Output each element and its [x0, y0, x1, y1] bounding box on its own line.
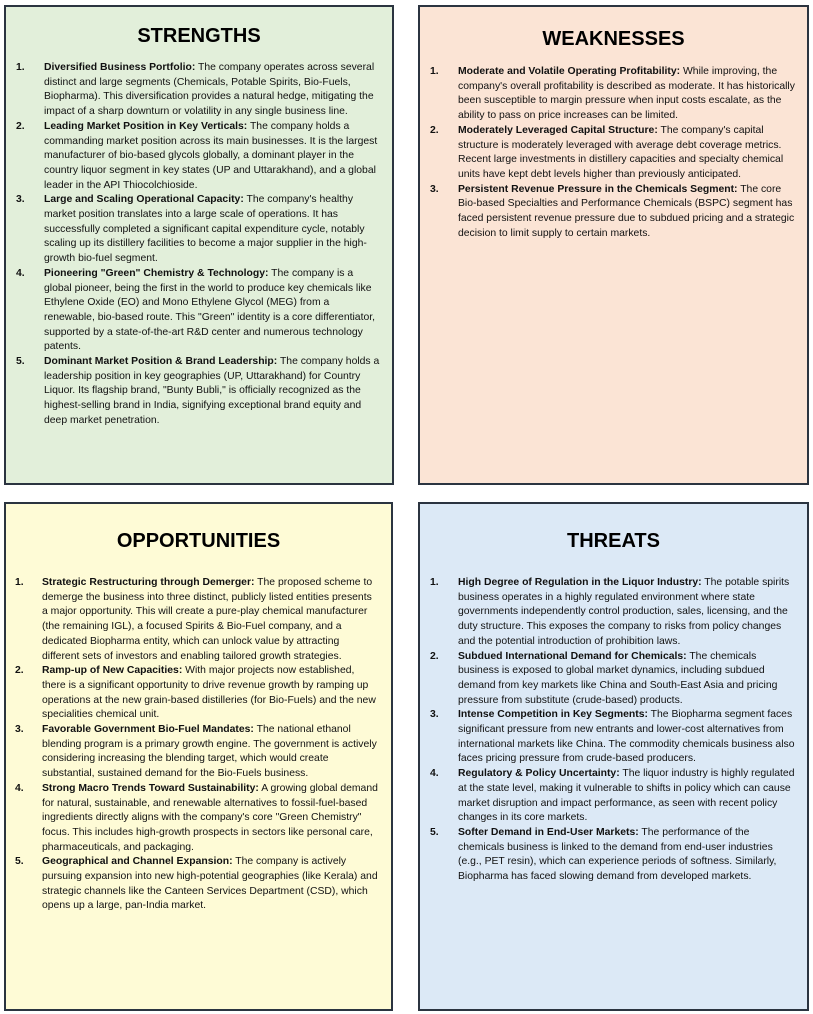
- item-text: The company holds a commanding market position across its main businesses. It is the largest manufacturer of bio-based glycols globally, a dominant player in the country liquor segment in key states (UP and Uttarakhand), and a global leader in the API Thiocolchioside.: [44, 120, 378, 191]
- item-heading: Strong Macro Trends Toward Sustainability:: [42, 782, 259, 794]
- item-text: The performance of the chemicals business is linked to the demand from end-user industries (e.g., PET resin), which can experience periods of softness. Similarly, Biopharma has faced slowing demand from developed markets.: [458, 826, 777, 883]
- item-text: The company is a global pioneer, being the first in the world to produce key chemicals like Ethylene Oxide (EO) and Mono Ethylene Glycol (MEG) from a renewable, bio-based route. This "Green" identity is a core differentiator, supported by a state-of-the-art R&D center and numerous technology patents.: [44, 267, 376, 353]
- list-item: [14, 61, 380, 120]
- item-number: 1.: [15, 577, 24, 588]
- list-item: [14, 267, 380, 355]
- list-item: [428, 65, 795, 124]
- item-text: The liquor industry is highly regulated at the state level, making it vulnerable to shifts in policy which can cause market disruption and impact performance, as seen with recent policy changes in its core markets.: [458, 768, 795, 824]
- item-heading: Dominant Market Position & Brand Leadership:: [44, 356, 278, 368]
- item-heading: Persistent Revenue Pressure in the Chemicals Segment:: [458, 183, 738, 195]
- item-text: The company is actively pursuing expansion into new high-potential geographies (like Kerala) and strategic channels like the Canteen Services Department (CSD), which opens up a large, pan-India market.: [42, 856, 378, 912]
- list-item: [13, 723, 379, 782]
- strengths-quadrant: [4, 5, 394, 485]
- threats-quadrant: [418, 502, 809, 1011]
- list-item: [13, 782, 379, 856]
- list-item: [428, 576, 795, 650]
- list-item: [428, 124, 795, 183]
- item-heading: Leading Market Position in Key Verticals:: [44, 120, 248, 132]
- item-text: The proposed scheme to demerge the business into three distinct, publicly listed entities presents a major opportunity. This will create a pure-play chemical manufacturer (the remaining IGL), a focused Spirits & Bio-Fuel company, and a dedicated Biopharma entity, which can unlock value by attracting different sets of investors and enabling tailored growth strategies.: [42, 577, 373, 662]
- item-text: While improving, the company's overall profitability is described as moderate. It has historically been susceptible to margin pressure when input costs escalate, as the ability to pass on price increases can be limited.: [458, 66, 795, 122]
- item-heading: Strategic Restructuring through Demerger:: [42, 577, 255, 588]
- list-item: [428, 183, 795, 242]
- item-heading: High Degree of Regulation in the Liquor Industry:: [458, 577, 702, 588]
- item-text: The company operates across several distinct and large segments (Chemicals, Potable Spirits, Bio-Fuels, Biopharma). This diversification provides a natural hedge, mitigating the impact of a sharp downturn or volatility in any single business line.: [44, 62, 375, 118]
- list-item: [428, 650, 795, 709]
- item-heading: Geographical and Channel Expansion:: [42, 856, 233, 868]
- weaknesses-title: WEAKNESSES: [542, 28, 685, 50]
- item-text: With major projects now established, there is a significant opportunity to drive revenue growth by ramping up operations at the new grain-based distilleries (for Bio-Fuels) and the new specialities chemical unit.: [42, 665, 376, 721]
- item-number: 2.: [16, 120, 25, 132]
- item-text: The Biopharma segment faces significant pressure from new entrants and lower-cost alternatives from international markets like China. The commodity chemicals business also faces pricing pressure from crude-based producers.: [458, 709, 795, 765]
- item-heading: Subdued International Demand for Chemicals:: [458, 650, 687, 662]
- item-heading: Intense Competition in Key Segments:: [458, 709, 648, 721]
- opportunities-list: [6, 576, 391, 914]
- list-item: [428, 767, 795, 826]
- item-text: The potable spirits business operates in a highly regulated environment where state governments independently control production, sales, licensing, and the duty structure. This exposes the company to risks from policy changes and the potential introduction of prohibition laws.: [458, 577, 790, 647]
- threats-title: THREATS: [567, 530, 660, 552]
- item-number: 3.: [430, 183, 439, 195]
- item-heading: Pioneering "Green" Chemistry & Technology:: [44, 267, 269, 279]
- item-heading: Regulatory & Policy Uncertainty:: [458, 768, 620, 780]
- item-text: The company's capital structure is moderately leveraged with average debt coverage metrics. Recent large investments in distillery capacities and specialty chemical units have kept debt levels higher than previously anticipated.: [458, 124, 784, 180]
- item-heading: Ramp-up of New Capacities:: [42, 665, 183, 677]
- threats-list: [420, 576, 807, 885]
- item-text: The company's healthy market position translates into a large scale of operations. It has successfully completed a significant capital expenditure cycle, notably scaling up its distillery facilities to become a major supplier in the high-growth bio-fuel segment.: [44, 194, 367, 265]
- weaknesses-quadrant: [418, 5, 809, 485]
- list-item: [13, 576, 379, 664]
- list-item: [13, 855, 379, 914]
- item-heading: Softer Demand in End-User Markets:: [458, 826, 639, 838]
- list-item: [14, 355, 380, 429]
- item-number: 5.: [15, 856, 24, 868]
- item-number: 1.: [430, 577, 439, 588]
- item-text: The core Bio-based Specialties and Performance Chemicals (BSPC) segment has faced persistent revenue pressure due to subdued pricing and a strategic decision to limit supply to certain markets.: [458, 183, 795, 239]
- item-number: 1.: [16, 62, 25, 73]
- opportunities-title: OPPORTUNITIES: [116, 530, 281, 552]
- list-item: [14, 120, 380, 194]
- item-text: A growing global demand for natural, sustainable, and renewable alternatives to fossil-fuel-based ingredients directly aligns with the company's core "Green Chemistry" focus. This includes high-growth prospects in sectors like personal care, pharmaceuticals, and packaging.: [42, 782, 378, 853]
- item-number: 1.: [430, 66, 439, 77]
- item-number: 5.: [16, 356, 25, 368]
- item-heading: Moderately Leveraged Capital Structure:: [458, 124, 658, 136]
- item-heading: Large and Scaling Operational Capacity:: [44, 194, 244, 206]
- item-heading: Diversified Business Portfolio:: [44, 62, 196, 73]
- opportunities-quadrant: [4, 502, 393, 1011]
- item-number: 4.: [15, 782, 24, 794]
- item-number: 3.: [15, 724, 24, 736]
- item-number: 2.: [430, 650, 439, 662]
- strengths-list: [6, 61, 392, 429]
- item-number: 4.: [430, 768, 439, 780]
- item-number: 2.: [15, 665, 24, 677]
- item-text: The chemicals business is exposed to global market dynamics, including subdued demand from key markets like China and South-East Asia and pricing pressure from substitute (crude-based) products.: [458, 650, 778, 706]
- item-number: 3.: [16, 194, 25, 206]
- item-number: 2.: [430, 124, 439, 136]
- item-number: 5.: [430, 826, 439, 838]
- list-item: [13, 664, 379, 723]
- item-text: The company holds a leadership position in key geographies (UP, Uttarakhand) for Country Liquor. Its flagship brand, "Bunty Bubli," is officially recognized as the highest-selling brand in India, signifying exceptional brand equity and deep market penetration.: [44, 356, 380, 426]
- strengths-title: STRENGTHS: [137, 25, 261, 47]
- weaknesses-list: [420, 65, 807, 241]
- item-heading: Moderate and Volatile Operating Profitability:: [458, 66, 681, 77]
- item-number: 4.: [16, 267, 25, 279]
- item-number: 3.: [430, 709, 439, 721]
- list-item: [428, 708, 795, 767]
- list-item: [14, 193, 380, 267]
- item-text: The national ethanol blending program is a primary growth engine. The government is actively considering increasing the blending target, which would create substantial, sustained demand for the Bio-Fuels business.: [42, 724, 377, 780]
- list-item: [428, 826, 795, 885]
- item-heading: Favorable Government Bio-Fuel Mandates:: [42, 724, 254, 736]
